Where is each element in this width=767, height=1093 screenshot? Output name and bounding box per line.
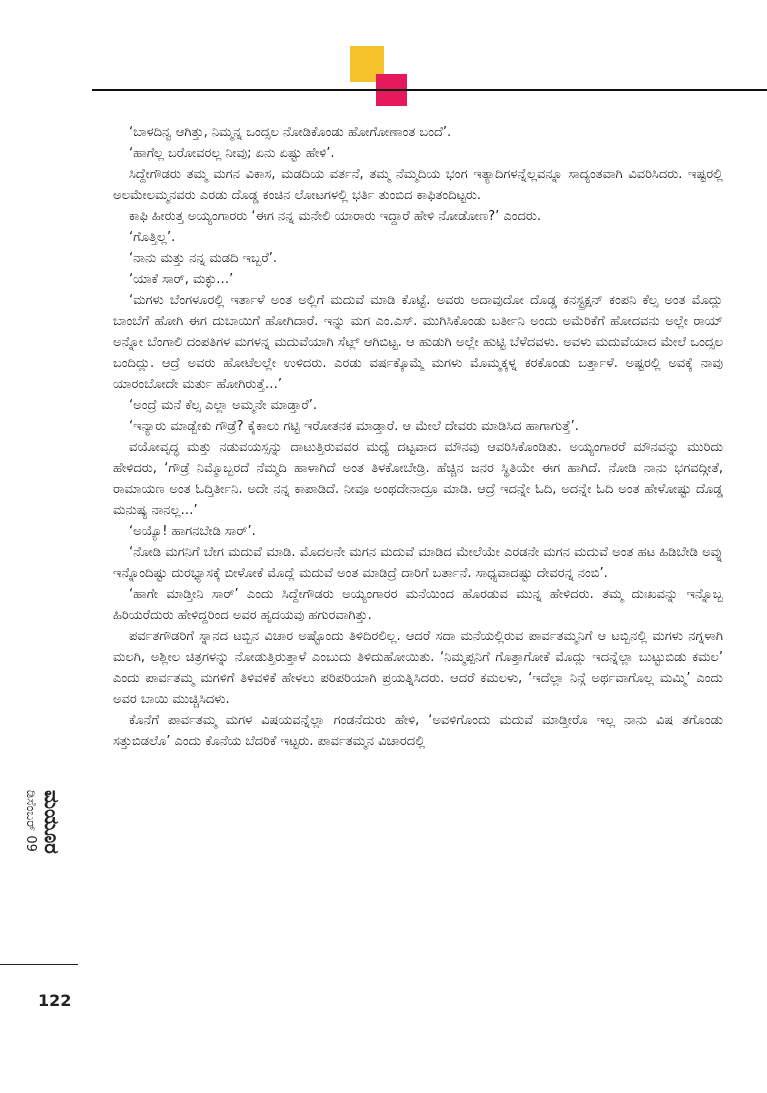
paragraph: ಕಾಫಿ ಹೀರುತ್ತ ಅಯ್ಯಂಗಾರರು ‘ಈಗ ನನ್ನ ಮನೇಲಿ ಯಾರಾರು ಇದ್ದಾರೆ ಹೇಳಿ ನೋಡೋಣ?’ ಎಂದರು. xyxy=(129,209,542,224)
magazine-name: ಮಯೂರ xyxy=(40,790,64,854)
issue-date: ಡಿಸೆಂಬರ್ 09 xyxy=(23,790,38,852)
paragraph: ‘ಇನ್ಯಾರು ಮಾಡ್ಬೇಕು ಗೌಡ್ರೆ? ಕೈಕಾಲು ಗಟ್ಟಿ ಇರೋತನಕ ಮಾಡ್ತಾರೆ. ಆ ಮೇಲೆ ದೇವರು ಮಾಡಿಸಿದ ಹಾಗಾಗುತ್ತೆ’. xyxy=(129,419,579,434)
paragraph: ಕೊನೆಗೆ ಪಾರ್ವತಮ್ಮ ಮಗಳ ವಿಷಯವನ್ನೆಲ್ಲಾ ಗಂಡನೆದುರು ಹೇಳಿ, ‘ಅವಳಿಗೊಂದು ಮದುವೆ ಮಾಡ್ತೀರೊ ಇಲ್ಲ ನಾನು ವಿಷ ತಗೊಂಡು ಸತ್ತುಬಿಡಲೊ’ ಎಂದು ಕೊನೆಯ ಬೆದರಿಕೆ ಇಟ್ಟರು. ಪಾರ್ವತಮ್ಮನ ವಿಚಾರದಲ್ಲಿ xyxy=(113,713,723,749)
sidebar-masthead xyxy=(23,790,94,960)
paragraph: ‘ಅಯ್ಯೊ! ಹಾಗನಬೇಡಿ ಸಾರ್’. xyxy=(129,524,256,539)
paragraph: ‘ಮಗಳು ಬೆಂಗಳೂರಲ್ಲಿ ಇರ್ತಾಳೆ ಅಂತ ಅಲ್ಲಿಗೆ ಮದುವೆ ಮಾಡಿ ಕೊಟ್ಟೆ. ಅವರು ಅದಾವುದೋ ದೊಡ್ಡ ಕನಸ್ಟ್ರಕ್ಷನ್ ಕಂಪನಿ ಕೆಲ್ಸ ಅಂತ ಮೊದ್ಲು ಬಾಂಬೆಗೆ ಹೋಗಿ ಈಗ ದುಬಾಯಿಗೆ ಹೋಗಿದಾರೆ. ಇನ್ನು ಮಗ ಎಂ.ಎಸ್. ಮುಗಿಸಿಕೊಂಡು ಬರ್ತೀನಿ ಅಂದು ಅಮೆರಿಕೆಗೆ ಹೋದವನು ಅಲ್ಲೇ ರಾಯ್ ಅನ್ನೋ ಬೆಂಗಾಲಿ ದಂಪತಿಗಳ ಮಗಳನ್ನ ಮದುವೆಯಾಗಿ ಸೆಟ್ಲ್ ಆಗಿಬಿಟ್ಟ. ಆ ಹುಡುಗಿ ಅಲ್ಲೇ ಹುಟ್ಟಿ ಬೆಳೆದವಳು. ಅವಳು ಮದುವೆಯಾದ ಮೇಲೆ ಒಂದ್ಸಲ ಬಂದಿದ್ಲು. ಆದ್ರೆ ಅವರು ಹೋಟೆಲಲ್ಲೇ ಉಳಿದರು. ಎರಡು ವರ್ಷಕ್ಕೊಮ್ಮೆ ಮಗಳು ಮೊಮ್ಮಕ್ಕಳ್ನ ಕರಕೊಂಡು ಬರ್ತ್ತಾಳೆ. ಅಷ್ಟರಲ್ಲಿ ಅವಕ್ಕೆ ನಾವು ಯಾರಂಬೋದೇ ಮರ್ತು ಹೋಗಿರುತ್ತೆ…’ xyxy=(113,293,723,392)
paragraph: ‘ಬಾಳದಿನ್ವ ಆಗಿತ್ತು, ನಿಮ್ಮನ್ನ ಒಂದ್ಸಲ ನೋಡಿಕೊಂಡು ಹೋಗೋಣಾಂತ ಬಂದೆ’. xyxy=(129,125,452,140)
article-body xyxy=(113,122,723,752)
paragraph: ‘ಅಂದ್ರೆ ಮನೆ ಕೆಲ್ಸ ಎಲ್ಲಾ ಅಮ್ಮನೇ ಮಾಡ್ತಾರೆ’. xyxy=(129,398,318,413)
page-number: 122 xyxy=(38,991,72,1010)
paragraph: ವಯೋವೃದ್ಧ ಮತ್ತು ನಡುವಯಸ್ಸನ್ನು ದಾಟುತ್ತಿರುವವರ ಮಧ್ಯೆ ದಟ್ಟವಾದ ಮೌನವು ಆವರಿಸಿಕೊಂಡಿತು. ಅಯ್ಯಂಗಾರರೆ ಮೌನವನ್ನು ಮುರಿದು ಹೇಳಿದರು, ‘ಗೌಡ್ರೆ ನಿಮ್ಮೊಬ್ಬರದೆ ನೆಮ್ಮದಿ ಹಾಳಾಗಿದೆ ಅಂತ ತಿಳಕೋಬೇಡ್ರಿ. ಹೆಚ್ಚಿನ ಜನರ ಸ್ಥಿತಿಯೇ ಈಗ ಹಾಗಿದೆ. ನೋಡಿ ನಾನು ಭಗವದ್ಗೀತೆ, ರಾಮಾಯಣ ಅಂತ ಓದ್ತಿರ್ತೀನಿ. ಅದೇ ನನ್ನ ಕಾಪಾಡಿದೆ. ನೀವೂ ಅಂಥದೇನಾದ್ರೂ ಮಾಡಿ. ಆದ್ರೆ ಇದನ್ನೇ ಓದಿ, ಅದನ್ನೇ ಓದಿ ಅಂತ ಹೇಳೋಷ್ಟು ದೊಡ್ಡ ಮನುಷ್ಯ ನಾನಲ್ಲ…’ xyxy=(113,440,723,518)
paragraph: ಪರ್ವತಗೌಡರಿಗೆ ಸ್ನಾನದ ಟಬ್ಬಿನ ವಿಚಾರ ಅಷ್ಟೊಂದು ತಿಳಿದಿರಲಿಲ್ಲ. ಆದರೆ ಸದಾ ಮನೆಯಲ್ಲಿರುವ ಪಾರ್ವತಮ್ಮನಿಗೆ ಆ ಟಬ್ಬಿನಲ್ಲಿ ಮಗಳು ನಗ್ನಳಾಗಿ ಮಲಗಿ, ಅಶ್ಲೀಲ ಚಿತ್ರಗಳನ್ನು ನೋಡುತ್ತಿರುತ್ತಾಳೆ ಎಂಬುದು ತಿಳಿದುಹೋಯಿತು. ‘ನಿಮ್ಮಪ್ಪನಿಗೆ ಗೊತ್ತಾಗೋಕೆ ಮೊದ್ಲು ಇದನ್ನೆಲ್ಲಾ ಬುಟ್ಟುಬಿಡು ಕಮಲ’ ಎಂದು ಪಾರ್ವತಮ್ಮ ಮಗಳಿಗೆ ತಿಳಿವಳಿಕೆ ಹೇಳಲು ಪರಿಪರಿಯಾಗಿ ಪ್ರಯತ್ನಿಸಿದರು. ಆದರೆ ಕಮಲಳು, ‘ಇದೆಲ್ಲಾ ನಿನ್ಗೆ ಅರ್ಥವಾಗೊಲ್ಲ ಮಮ್ಮಿ’ ಎಂದು ಅವರ ಬಾಯಿ ಮುಚ್ಚಿಸಿದಳು. xyxy=(113,629,723,707)
paragraph: ‘ನೋಡಿ ಮಗನಿಗೆ ಬೇಗ ಮದುವೆ ಮಾಡಿ. ಮೊದಲನೇ ಮಗನ ಮದುವೆ ಮಾಡಿದ ಮೇಲೆಯೇ ಎರಡನೇ ಮಗನ ಮದುವೆ ಅಂತ ಹಟ ಹಿಡಿಬೇಡಿ ಅವ್ನು ಇನ್ನೊಂದಿಷ್ಟು ದುರಭ್ಯಾಸಕ್ಕೆ ಬೀಳೋಕೆ ಮೊದ್ಲೆ ಮದುವೆ ಅಂತ ಮಾಡಿದ್ರೆ ದಾರಿಗೆ ಬರ್ತಾನೆ. ಸಾಧ್ಯವಾದಷ್ಟು ದೇವರನ್ನ ನಂಬಿ’. xyxy=(113,545,723,581)
paragraph: ‘ಹಾಗೆಲ್ಲ ಬರೋವರಲ್ಲ ನೀವು; ಏನು ಏಷ್ಟು ಹೇಳಿ’. xyxy=(129,146,335,161)
header-rule xyxy=(92,89,767,91)
sidebar-rule xyxy=(0,964,78,965)
paragraph: ಸಿದ್ದೇಗೌಡರು ತಮ್ಮ ಮಗನ ವಿಕಾಸ, ಮಡದಿಯ ವರ್ತನೆ, ತಮ್ಮ ನೆಮ್ಮದಿಯ ಭಂಗ ಇತ್ಯಾದಿಗಳನ್ನೆಲ್ಲವನ್ನೂ ಸಾದ್ಯಂತವಾಗಿ ವಿವರಿಸಿದರು. ಇಷ್ಟರಲ್ಲಿ ಅಲಮೇಲಮ್ಮನವರು ಎರಡು ದೊಡ್ಡ ಕಂಚಿನ ಲೋಟಗಳಲ್ಲಿ ಭರ್ತಿ ತುಂಬಿದ ಕಾಫಿತಂದಿಟ್ಟರು. xyxy=(113,167,723,203)
paragraph: ‘ನಾನು ಮತ್ತು ನನ್ನ ಮಡದಿ ಇಬ್ಬರೆ’. xyxy=(129,251,277,266)
paragraph: ‘ಯಾಕೆ ಸಾರ್, ಮಕ್ಳು…’ xyxy=(129,272,234,287)
paragraph: ‘ಗೊತ್ತಿಲ್ಲ’. xyxy=(129,230,176,245)
paragraph: ‘ಹಾಗೇ ಮಾಡ್ತೀನಿ ಸಾರ್’ ಎಂದು ಸಿದ್ದೇಗೌಡರು ಅಯ್ಯಂಗಾರರ ಮನೆಯಿಂದ ಹೊರಡುವ ಮುನ್ನ ಹೇಳಿದರು. ತಮ್ಮ ದುಃಖವನ್ನು ಇನ್ನೊಬ್ಬ ಹಿರಿಯರೆದುರು ಹೇಳಿದ್ದರಿಂದ ಅವರ ಹೃದಯವು ಹಗುರವಾಗಿತ್ತು. xyxy=(113,587,723,623)
